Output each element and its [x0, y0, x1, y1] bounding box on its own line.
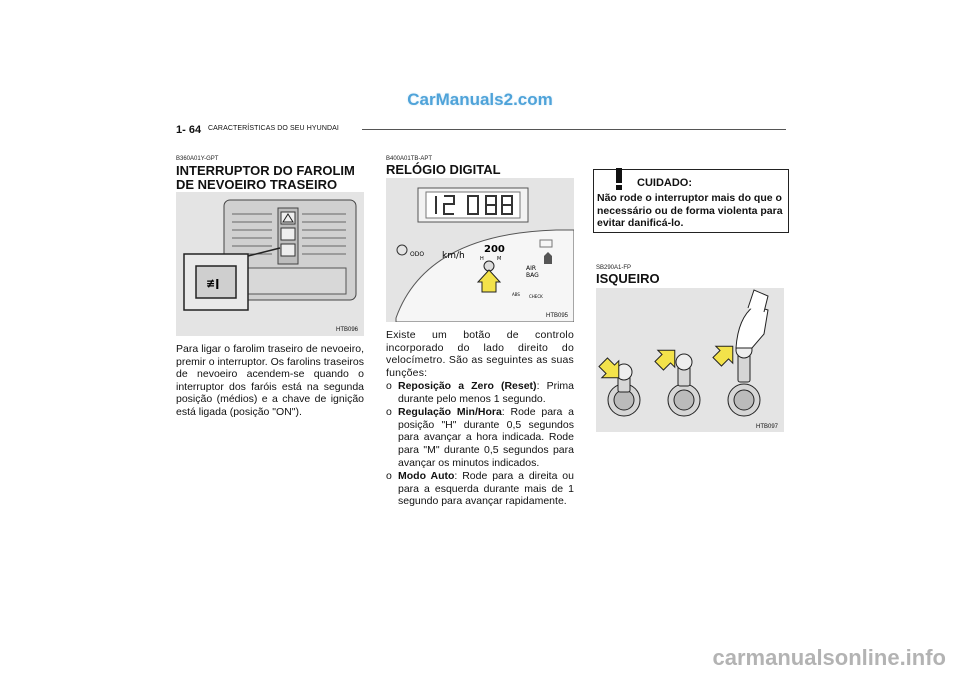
- page-number: 1- 64: [176, 124, 202, 136]
- list-item: [386, 380, 574, 405]
- cigarette-lighter-illustration: [596, 288, 784, 432]
- section-title: CARACTERÍSTICAS DO SEU HYUNDAI: [208, 125, 339, 132]
- item-term: Modo Auto: [398, 470, 455, 483]
- check-label: CHECK: [529, 294, 543, 299]
- col2-image-caption: HTB095: [546, 313, 569, 319]
- item-text: : Rode para a direita ou para a esquerda durante mais de 1 segundo para avançar rapidamente.: [398, 470, 574, 508]
- item-text: : Rode para a posição "H" durante 0,5 segundos para avançar a hora indicada. Rode para "M" durante 0,5 segundos para avançar os minutos indicados.: [398, 406, 574, 469]
- col2-title: RELÓGIO DIGITAL: [386, 162, 501, 177]
- speed-label: 200: [484, 244, 505, 255]
- kmh-label: km/h: [442, 251, 465, 261]
- col2-code: B400A01TB-APT: [386, 156, 433, 162]
- col3-code: SB290A1-FP: [596, 265, 632, 271]
- col1-title-line1: INTERRUPTOR DO FAROLIM: [176, 163, 355, 178]
- digital-clock-illustration: [386, 178, 574, 322]
- col1-title: [176, 164, 366, 192]
- bullet: o: [386, 380, 392, 392]
- col2-intro: Existe um botão de controlo incorporado do lado direito do velocímetro. São as seguintes as suas funções:: [386, 329, 574, 379]
- col2-function-list: [386, 380, 574, 509]
- air-label: AIR: [526, 265, 537, 272]
- col1-image-caption: HTB096: [336, 327, 359, 333]
- item-text: : Prima durante pelo menos 1 segundo.: [398, 380, 574, 405]
- caution-text: Não rode o interruptor mais do que o necessário ou de forma violenta para evitar danificá-lo.: [597, 192, 783, 230]
- item-term: Reposição a Zero (Reset): [398, 380, 537, 392]
- fog-switch-drawing: [176, 192, 364, 336]
- header-rule: [362, 129, 786, 130]
- col3-image-caption: HTB097: [756, 424, 779, 430]
- caution-title: CUIDADO:: [637, 177, 692, 189]
- item-term: Regulação Min/Hora: [398, 406, 502, 419]
- list-item: [386, 470, 574, 508]
- abs-label: ABS: [512, 292, 520, 297]
- warning-icon: [604, 164, 634, 192]
- digital-clock-drawing: [386, 178, 574, 322]
- bullet: o: [386, 470, 392, 483]
- fog-switch-illustration: [176, 192, 364, 336]
- odo-label: ODO: [410, 251, 425, 258]
- cigarette-lighter-drawing: [596, 288, 784, 432]
- col1-title-line2: DE NEVOEIRO TRASEIRO: [176, 177, 338, 192]
- list-item: [386, 406, 574, 469]
- m-label: M: [497, 256, 502, 262]
- col1-paragraph: Para ligar o farolim traseiro de nevoeiro, premir o interruptor. Os farolins traseiros de nevoeiro acendem-se quando o interruptor dos faróis está na segunda posição (médios) e a chave de ignição está ligada (posição "ON").: [176, 343, 364, 418]
- watermark-top[interactable]: CarManuals2.com: [407, 90, 553, 109]
- h-label: H: [480, 256, 484, 262]
- bullet: o: [386, 406, 392, 419]
- watermark-bottom[interactable]: carmanualsonline.info: [712, 645, 946, 670]
- col3-title: ISQUEIRO: [596, 271, 660, 286]
- caution-box: [593, 169, 789, 233]
- col1-code: B360A01Y-GPT: [176, 156, 219, 162]
- bag-label: BAG: [526, 272, 539, 279]
- fog-light-icon: ≢ǀ: [206, 277, 220, 290]
